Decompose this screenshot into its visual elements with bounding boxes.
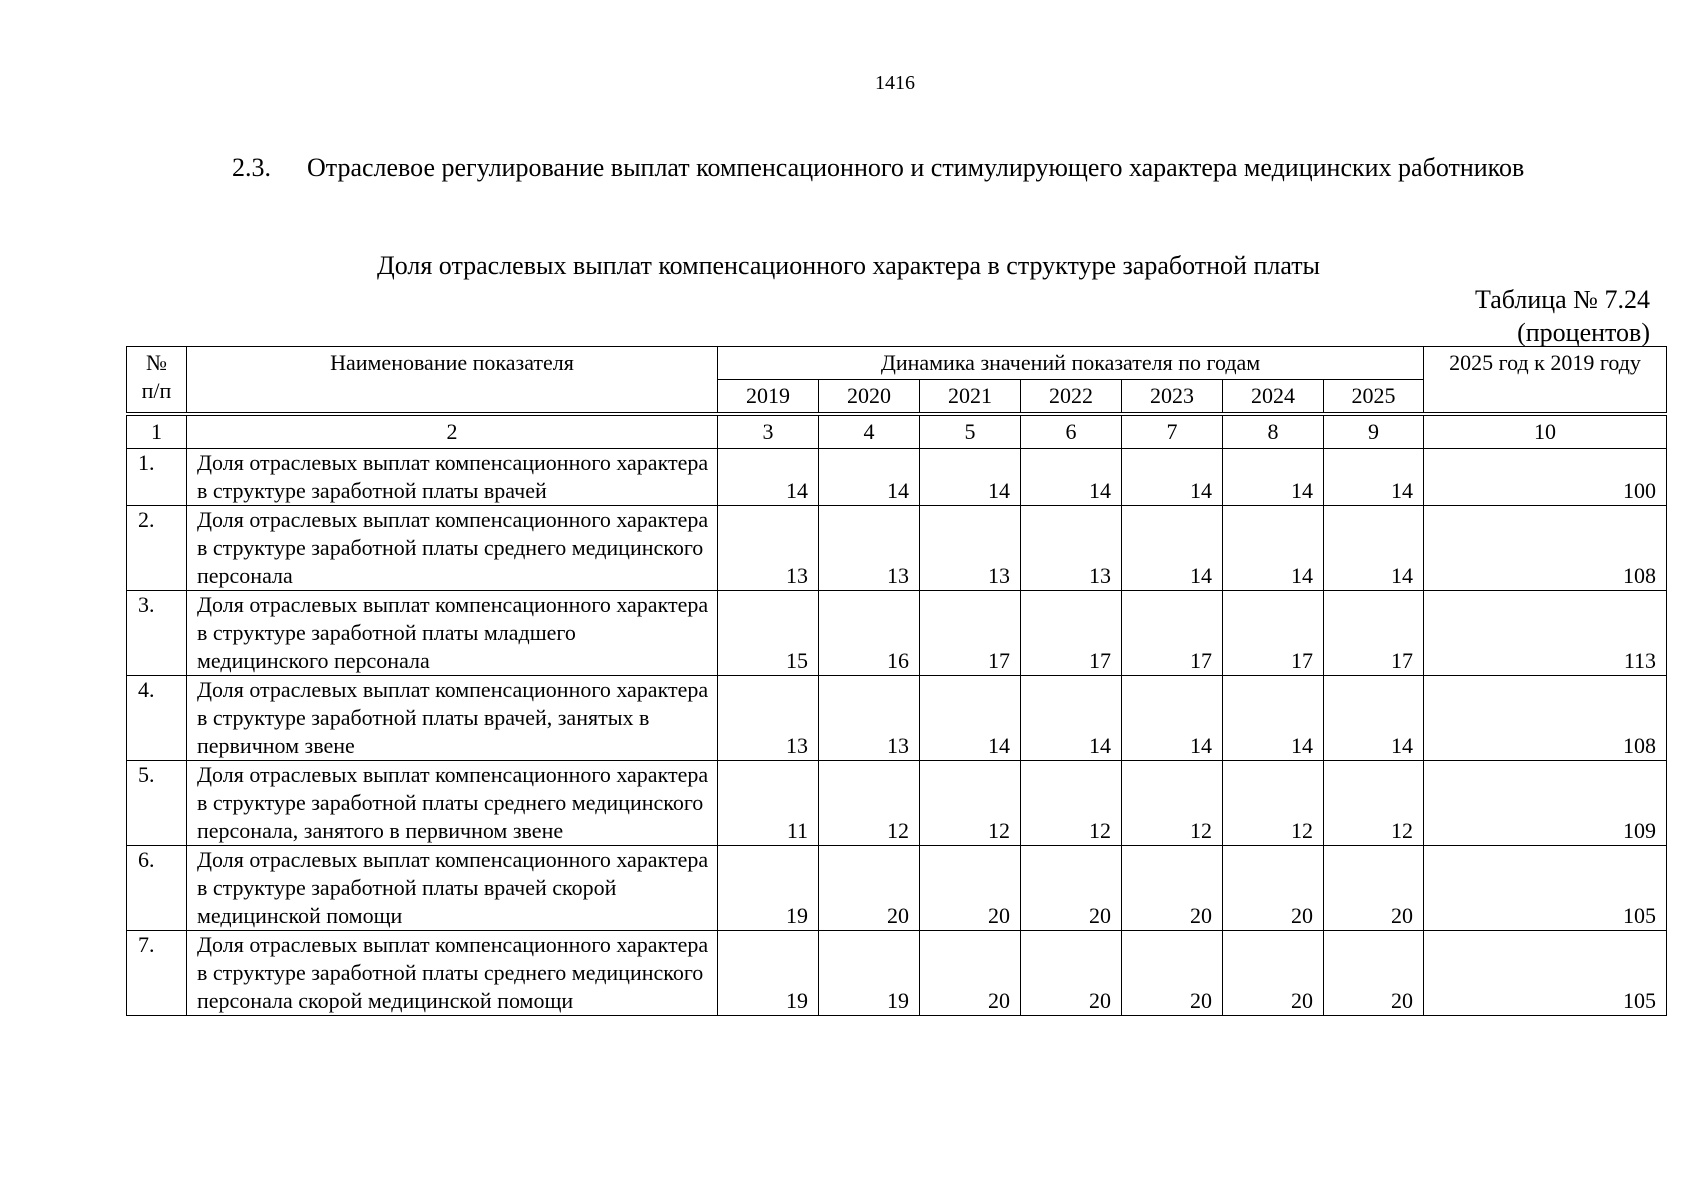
row-indicator-name: Доля отраслевых выплат компенсационного характера в структуре заработной платы врачей (187, 449, 718, 506)
row-indicator-name: Доля отраслевых выплат компенсационного характера в структуре заработной платы среднего медицинского персонала скорой медицинской помощи (187, 931, 718, 1016)
row-year-value: 20 (1223, 931, 1324, 1016)
row-year-value: 14 (819, 449, 920, 506)
header-number-line1: № (146, 350, 167, 375)
column-number: 8 (1223, 414, 1324, 449)
row-ratio-value: 105 (1424, 846, 1667, 931)
column-number: 4 (819, 414, 920, 449)
row-year-value: 14 (920, 449, 1021, 506)
column-number: 10 (1424, 414, 1667, 449)
header-year: 2023 (1122, 380, 1223, 415)
row-ratio-value: 108 (1424, 506, 1667, 591)
row-year-value: 20 (1324, 846, 1424, 931)
row-year-value: 14 (1122, 449, 1223, 506)
header-dynamics: Динамика значений показателя по годам (718, 347, 1424, 380)
table-caption-units: (процентов) (1517, 318, 1650, 347)
row-year-value: 12 (1223, 761, 1324, 846)
header-year: 2025 (1324, 380, 1424, 415)
column-number: 3 (718, 414, 819, 449)
table-caption (1475, 283, 1650, 349)
table-caption-number: Таблица № 7.24 (1474, 285, 1650, 314)
row-ratio-value: 105 (1424, 931, 1667, 1016)
row-year-value: 12 (1122, 761, 1223, 846)
row-indicator-name: Доля отраслевых выплат компенсационного характера в структуре заработной платы среднего медицинского персонала (187, 506, 718, 591)
row-year-value: 16 (819, 591, 920, 676)
row-ratio-value: 100 (1424, 449, 1667, 506)
table-row (127, 761, 1667, 846)
header-year: 2019 (718, 380, 819, 415)
row-year-value: 20 (920, 931, 1021, 1016)
row-ratio-value: 113 (1424, 591, 1667, 676)
header-year: 2024 (1223, 380, 1324, 415)
row-year-value: 12 (819, 761, 920, 846)
table-row (127, 449, 1667, 506)
row-number: 7. (127, 931, 187, 1016)
row-indicator-name: Доля отраслевых выплат компенсационного характера в структуре заработной платы врачей, занятых в первичном звене (187, 676, 718, 761)
row-year-value: 17 (1021, 591, 1122, 676)
column-number: 6 (1021, 414, 1122, 449)
row-year-value: 20 (1324, 931, 1424, 1016)
row-year-value: 14 (1223, 506, 1324, 591)
row-year-value: 14 (1021, 676, 1122, 761)
section-title: Отраслевое регулирование выплат компенсационного и стимулирующего характера медицинских работников (307, 153, 1525, 182)
row-year-value: 17 (1122, 591, 1223, 676)
row-year-value: 19 (718, 931, 819, 1016)
row-number: 1. (127, 449, 187, 506)
row-ratio-value: 108 (1424, 676, 1667, 761)
row-number: 6. (127, 846, 187, 931)
row-ratio-value: 109 (1424, 761, 1667, 846)
header-row-1 (127, 347, 1667, 380)
row-indicator-name: Доля отраслевых выплат компенсационного характера в структуре заработной платы врачей скорой медицинской помощи (187, 846, 718, 931)
column-numbers-row (127, 414, 1667, 449)
row-year-value: 20 (920, 846, 1021, 931)
row-year-value: 20 (1021, 931, 1122, 1016)
header-name: Наименование показателя (187, 347, 718, 415)
table-row (127, 931, 1667, 1016)
column-number: 7 (1122, 414, 1223, 449)
section-number: 2.3. (232, 153, 271, 182)
column-number: 1 (127, 414, 187, 449)
data-table (126, 346, 1667, 1016)
table-title: Доля отраслевых выплат компенсационного характера в структуре заработной платы (376, 251, 1321, 280)
header-year: 2020 (819, 380, 920, 415)
row-year-value: 20 (1122, 931, 1223, 1016)
row-year-value: 13 (920, 506, 1021, 591)
row-year-value: 14 (1021, 449, 1122, 506)
row-year-value: 20 (1021, 846, 1122, 931)
page-number: 1416 (875, 72, 915, 94)
row-year-value: 14 (1122, 506, 1223, 591)
table-row (127, 506, 1667, 591)
row-indicator-name: Доля отраслевых выплат компенсационного характера в структуре заработной платы младшего медицинского персонала (187, 591, 718, 676)
row-year-value: 17 (1324, 591, 1424, 676)
header-ratio: 2025 год к 2019 году (1424, 347, 1667, 415)
column-number: 2 (187, 414, 718, 449)
row-year-value: 19 (819, 931, 920, 1016)
row-number: 5. (127, 761, 187, 846)
row-year-value: 13 (718, 676, 819, 761)
row-year-value: 14 (718, 449, 819, 506)
row-year-value: 12 (920, 761, 1021, 846)
table-row (127, 591, 1667, 676)
row-year-value: 20 (1223, 846, 1324, 931)
row-year-value: 14 (1223, 449, 1324, 506)
row-number: 3. (127, 591, 187, 676)
section-heading (232, 153, 1524, 183)
table-body (127, 449, 1667, 1016)
row-year-value: 14 (1324, 449, 1424, 506)
header-year: 2022 (1021, 380, 1122, 415)
header-number-line2: п/п (141, 378, 172, 403)
row-year-value: 15 (718, 591, 819, 676)
row-year-value: 17 (1223, 591, 1324, 676)
row-year-value: 14 (1122, 676, 1223, 761)
table-row (127, 676, 1667, 761)
row-year-value: 11 (718, 761, 819, 846)
row-year-value: 20 (819, 846, 920, 931)
row-year-value: 13 (718, 506, 819, 591)
row-year-value: 12 (1324, 761, 1424, 846)
header-year: 2021 (920, 380, 1021, 415)
row-year-value: 17 (920, 591, 1021, 676)
table-row (127, 846, 1667, 931)
row-year-value: 20 (1122, 846, 1223, 931)
row-year-value: 13 (1021, 506, 1122, 591)
row-year-value: 14 (1324, 506, 1424, 591)
row-year-value: 14 (920, 676, 1021, 761)
row-year-value: 13 (819, 506, 920, 591)
row-year-value: 14 (1324, 676, 1424, 761)
row-number: 4. (127, 676, 187, 761)
column-number: 5 (920, 414, 1021, 449)
row-year-value: 19 (718, 846, 819, 931)
row-number: 2. (127, 506, 187, 591)
column-number: 9 (1324, 414, 1424, 449)
row-year-value: 12 (1021, 761, 1122, 846)
header-number (127, 347, 187, 415)
row-indicator-name: Доля отраслевых выплат компенсационного характера в структуре заработной платы среднего медицинского персонала, занятого в первичном звене (187, 761, 718, 846)
row-year-value: 14 (1223, 676, 1324, 761)
row-year-value: 13 (819, 676, 920, 761)
